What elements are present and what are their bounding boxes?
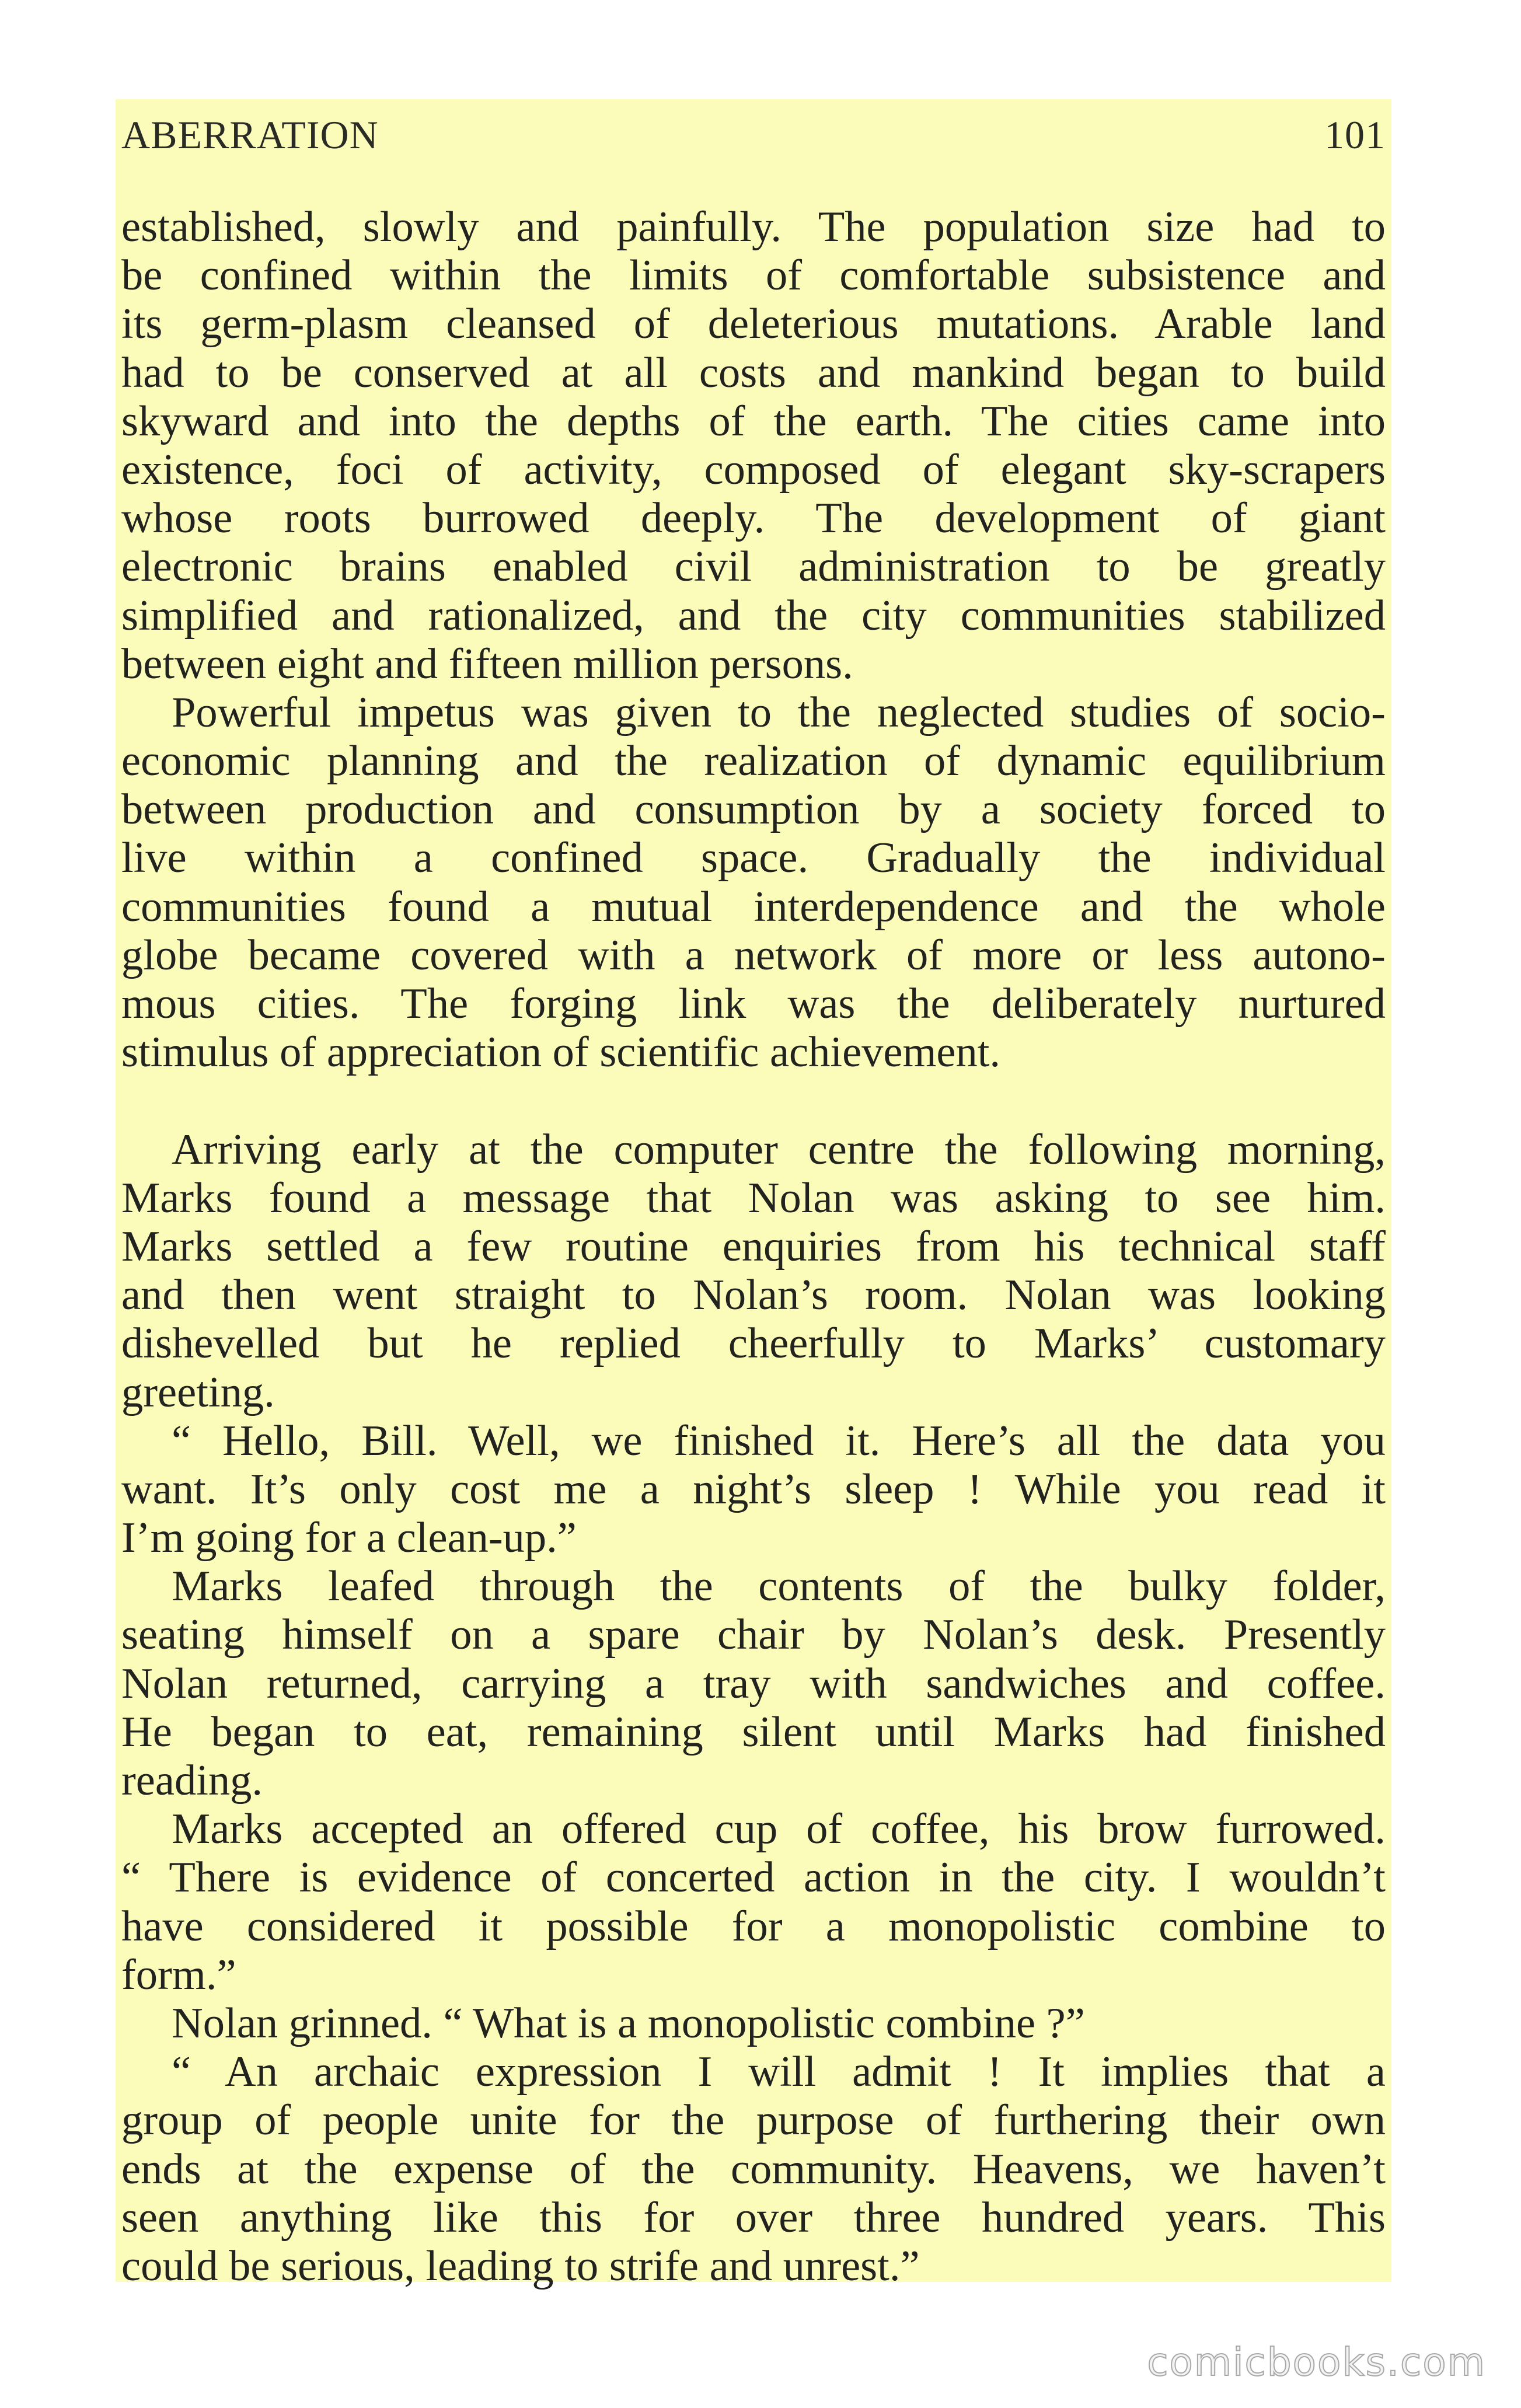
text-line: mous cities. The forging link was the deliberately nurtured <box>121 980 1386 1028</box>
text-line: whose roots burrowed deeply. The development of giant <box>121 494 1386 543</box>
text-line: Powerful impetus was given to the neglected studies of socio- <box>172 688 1386 737</box>
text-line: He began to eat, remaining silent until Marks had finished <box>121 1708 1386 1756</box>
text-line: Arriving early at the computer centre the following morning, <box>172 1125 1386 1174</box>
text-line: globe became covered with a network of more or less autono- <box>121 931 1386 979</box>
text-line: I’m going for a clean-up.” <box>121 1514 577 1562</box>
running-title: ABERRATION <box>121 113 379 157</box>
text-line: “ There is evidence of concerted action in the city. I wouldn’t <box>121 1854 1386 1902</box>
text-line: group of people unite for the purpose of furthering their own <box>121 2096 1386 2145</box>
text-line: communities found a mutual interdependence and the whole <box>121 882 1386 931</box>
text-line: established, slowly and painfully. The population size had to <box>121 203 1386 251</box>
text-line: live within a confined space. Gradually the individual <box>121 834 1386 882</box>
text-line: “ Hello, Bill. Well, we finished it. Here’s all the data you <box>172 1416 1386 1465</box>
text-line: economic planning and the realization of dynamic equilibrium <box>121 737 1386 786</box>
text-line: greeting. <box>121 1368 275 1416</box>
text-line: Marks found a message that Nolan was asking to see him. <box>121 1174 1386 1222</box>
text-line: could be serious, leading to strife and unrest.” <box>121 2242 920 2290</box>
text-line: its germ-plasm cleansed of deleterious mutations. Arable land <box>121 300 1386 348</box>
text-line: dishevelled but he replied cheerfully to Marks’ customary <box>121 1320 1386 1368</box>
text-line: between production and consumption by a society forced to <box>121 786 1386 834</box>
text-line: reading. <box>121 1757 263 1805</box>
watermark: comicbooks.com <box>1147 2340 1486 2385</box>
text-line: skyward and into the depths of the earth. The cities came into <box>121 397 1386 445</box>
paragraph <box>121 1805 1386 1999</box>
paragraph <box>121 1562 1386 1805</box>
paragraph <box>121 1999 1386 2048</box>
paragraph <box>121 1126 1386 1417</box>
text-line: want. It’s only cost me a night’s sleep ! While you read it <box>121 1465 1386 1513</box>
text-line: Marks accepted an offered cup of coffee, his brow furrowed. <box>172 1805 1386 1854</box>
text-line: and then went straight to Nolan’s room. Nolan was looking <box>121 1271 1386 1320</box>
text-line: had to be conserved at all costs and mankind began to build <box>121 348 1386 397</box>
paragraph <box>121 1417 1386 1563</box>
paragraph <box>121 2048 1386 2291</box>
text-line: between eight and fifteen million persons. <box>121 640 853 688</box>
text-line: be confined within the limits of comfortable subsistence and <box>121 252 1386 300</box>
text-line: simplified and rationalized, and the city communities stabilized <box>121 591 1386 640</box>
text-line: Nolan returned, carrying a tray with sandwiches and coffee. <box>121 1659 1386 1708</box>
text-line: Nolan grinned. “ What is a monopolistic combine ?” <box>172 1999 1085 2047</box>
section-break <box>121 1077 1386 1125</box>
page-header <box>121 112 1386 170</box>
text-line: Marks leafed through the contents of the bulky folder, <box>172 1562 1386 1611</box>
text-line: seen anything like this for over three hundred years. This <box>121 2193 1386 2242</box>
text-line: have considered it possible for a monopolistic combine to <box>121 1902 1386 1950</box>
text-line: form.” <box>121 1950 236 1999</box>
text-line: “ An archaic expression I will admit ! It implies that a <box>172 2048 1386 2096</box>
text-line: ends at the expense of the community. Heavens, we haven’t <box>121 2145 1386 2193</box>
paragraph <box>121 203 1386 689</box>
paragraph <box>121 689 1386 1077</box>
text-line: Marks settled a few routine enquiries from his technical staff <box>121 1222 1386 1271</box>
book-page <box>116 99 1391 2290</box>
text-line: existence, foci of activity, composed of elegant sky-scrapers <box>121 445 1386 494</box>
body-text <box>121 203 1386 2291</box>
page-number: 101 <box>1324 113 1386 157</box>
text-line: seating himself on a spare chair by Nolan’s desk. Presently <box>121 1611 1386 1659</box>
text-line: stimulus of appreciation of scientific achievement. <box>121 1028 1001 1077</box>
text-line: electronic brains enabled civil administration to be greatly <box>121 543 1386 591</box>
